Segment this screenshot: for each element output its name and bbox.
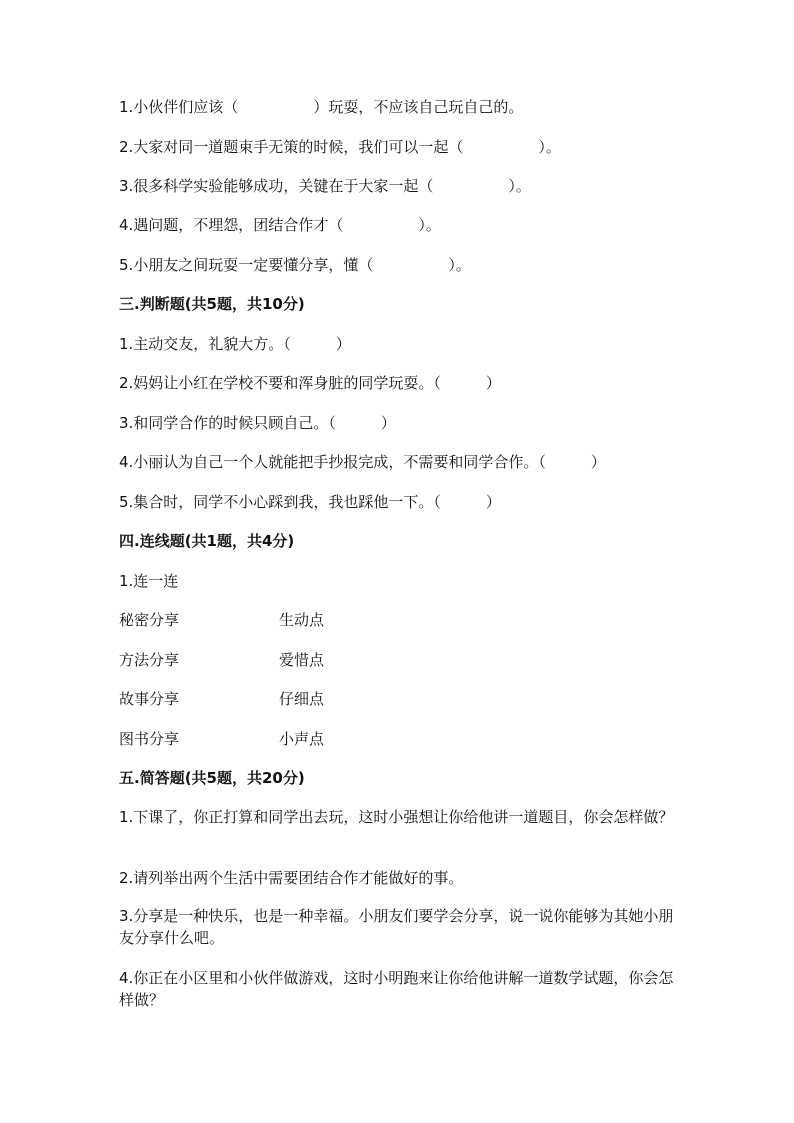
- section-heading-judgement: 三.判断题(共5题，共10分): [119, 295, 305, 313]
- judgement-item-2: 2.妈妈让小红在学校不要和浑身脏的同学玩耍。（ ）: [119, 374, 501, 392]
- matching-left-item: 故事分享: [119, 690, 180, 708]
- fill-blank-item-5: 5.小朋友之间玩耍一定要懂分享，懂（ ）。: [119, 256, 471, 274]
- matching-row: [119, 689, 325, 709]
- judgement-item-1: 1.主动交友，礼貌大方。（ ）: [119, 335, 351, 353]
- short-answer-item-4: 4.你正在小区里和小伙伴做游戏，这时小明跑来让你给他讲解一道数学试题，你会怎样做？: [119, 969, 674, 1009]
- fill-blank-item-4: 4.遇问题，不埋怨，团结合作才（ ）。: [119, 216, 441, 234]
- fill-blank-item-2: 2.大家对同一道题束手无策的时候，我们可以一起（ ）。: [119, 138, 561, 156]
- matching-right-item: 爱惜点: [279, 651, 325, 669]
- matching-left-item: 秘密分享: [119, 611, 180, 629]
- fill-blank-item-3: 3.很多科学实验能够成功，关键在于大家一起（ ）。: [119, 177, 531, 195]
- short-answer-item-1: 1.下课了，你正打算和同学出去玩，这时小强想让你给他讲一道题目，你会怎样做？: [119, 808, 674, 826]
- matching-row: [119, 729, 325, 749]
- fill-blank-item-1: 1.小伙伴们应该（ ）玩耍，不应该自己玩自己的。: [119, 98, 524, 116]
- section-heading-matching: 四.连线题(共1题，共4分): [119, 532, 295, 550]
- judgement-item-4: 4.小丽认为自己一个人就能把手抄报完成，不需要和同学合作。（ ）: [119, 453, 606, 471]
- section-heading-short-answer: 五.简答题(共5题，共20分): [119, 769, 305, 787]
- matching-question: 1.连一连: [119, 572, 179, 590]
- matching-left-item: 图书分享: [119, 730, 180, 748]
- matching-row: [119, 610, 325, 630]
- matching-right-item: 仔细点: [279, 690, 325, 708]
- judgement-item-5: 5.集合时，同学不小心踩到我，我也踩他一下。（ ）: [119, 493, 501, 511]
- matching-right-item: 小声点: [279, 730, 325, 748]
- short-answer-item-2: 2.请列举出两个生活中需要团结合作才能做好的事。: [119, 869, 464, 887]
- short-answer-item-3: 3.分享是一种快乐，也是一种幸福。小朋友们要学会分享，说一说你能够为其她小朋友分享什么吧。: [119, 907, 674, 947]
- judgement-item-3: 3.和同学合作的时候只顾自己。（ ）: [119, 414, 396, 432]
- matching-left-item: 方法分享: [119, 651, 180, 669]
- matching-right-item: 生动点: [279, 611, 325, 629]
- matching-row: [119, 650, 325, 670]
